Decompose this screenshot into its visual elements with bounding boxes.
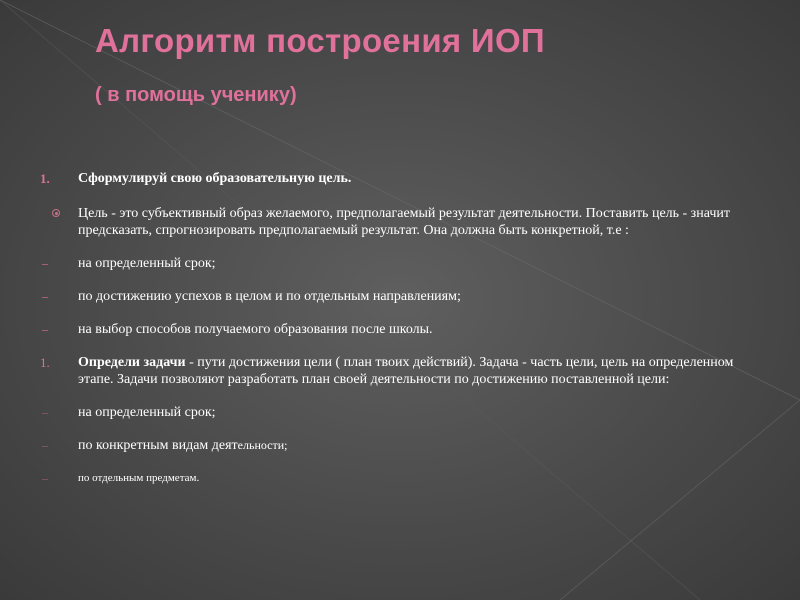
dash-marker: – [42,405,48,419]
dash-marker: – [42,322,48,336]
list-item-dash [40,470,760,487]
dash-marker: – [42,289,48,303]
list-item-dash [40,437,760,454]
list-item-dash [40,288,760,305]
slide-title: Алгоритм построения ИОП [95,22,545,59]
list-item-dash [40,404,760,421]
item-text: на выбор способов получаемого образования после школы. [78,322,433,337]
number-marker: 1. [40,355,50,370]
item-text: на определенный срок; [78,256,216,271]
slide-content [40,170,760,487]
slide-subtitle: ( в помощь ученику) [95,84,297,106]
list-item-dash [40,321,760,338]
item-text: по конкретным видам деят [78,438,238,453]
item-text: по достижению успехов в целом и по отдельным направлениям; [78,289,461,304]
dash-marker: – [42,471,48,485]
list-item-goal [40,170,760,187]
list-item-tasks [40,354,760,388]
item-text: Цель - это субъективный образ желаемого, предполагаемый результат деятельности. Поставить цель - значит предсказать, спрогнозировать предполагаемый результат. Она должна быть конкретной, т.е : [78,206,731,238]
item-text: по отдельным предметам. [78,472,200,484]
bullet-circle-icon [52,209,60,217]
list-item-goal-definition [40,205,760,239]
dash-marker: – [42,438,48,452]
list-item-dash [40,255,760,272]
item-text: на определенный срок; [78,405,216,420]
item-bold-text: Определи задачи [78,355,186,370]
item-text: - пути достижения цели ( план твоих действий). Задача - часть цели, цель на определенном этапе. Задачи позволяют разработать план своей деятельности по достижению поставленной цели: [78,355,734,387]
item-text-small: ельности; [237,438,288,452]
dash-marker: – [42,256,48,270]
number-marker: 1. [40,171,50,186]
item-text: Сформулируй свою образовательную цель. [78,171,352,186]
